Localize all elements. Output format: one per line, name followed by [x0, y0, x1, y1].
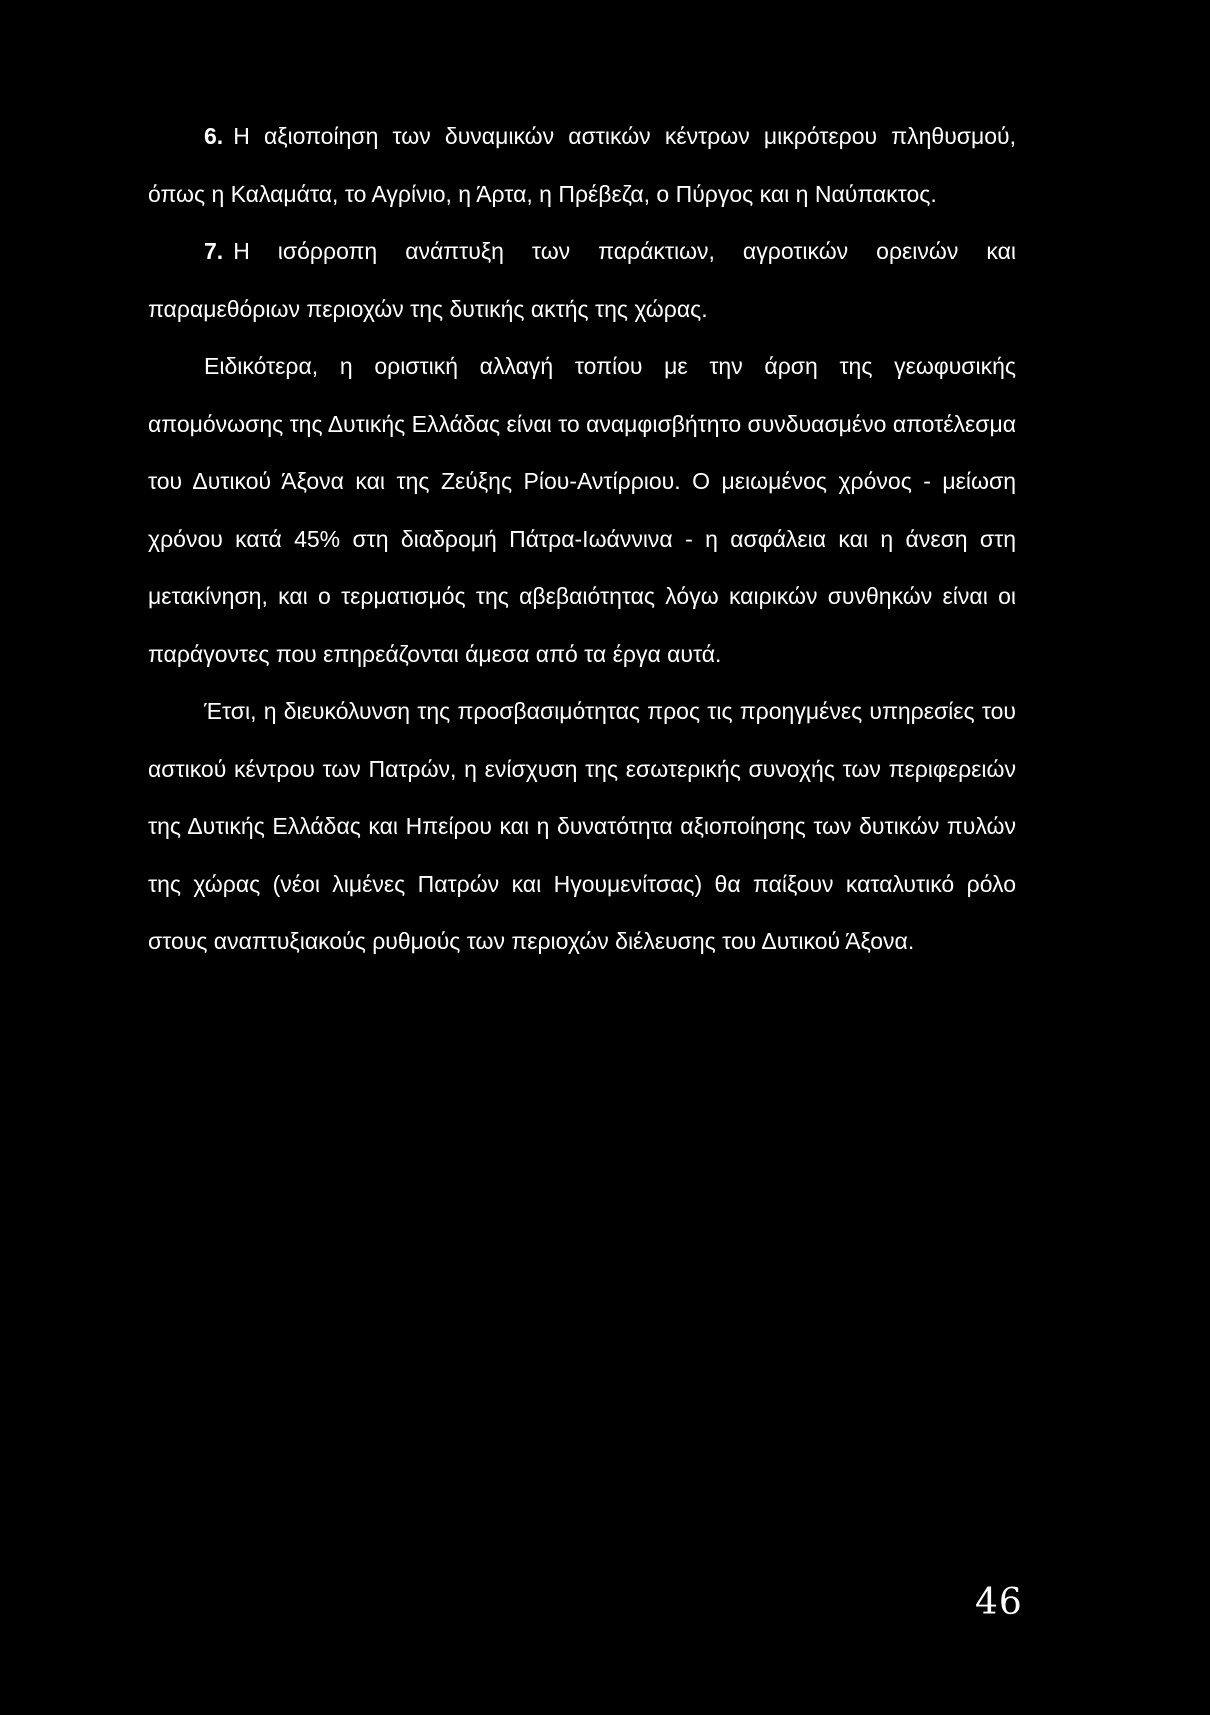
list-item-text: Η αξιοποίηση των δυναμικών αστικών κέντρων μικρότερου πληθυσμού, όπως η Καλαμάτα, το Αγρίνιο, η Άρτα, η Πρέβεζα, ο Πύργος και η Ναύπακτος.	[148, 123, 1016, 207]
page-number: 46	[975, 1582, 1023, 1623]
list-item-6	[148, 108, 1016, 223]
list-number: 7.	[204, 238, 224, 264]
list-item-7	[148, 223, 1016, 338]
paragraph-landscape-change: Ειδικότερα, η οριστική αλλαγή τοπίου με την άρση της γεωφυσικής απομόνωσης της Δυτικής Ελλάδας είναι το αναμφισβήτητο συνδυασμένο αποτέλεσμα του Δυτικού Άξονα και της Ζεύξης Ρίου-Αντίρριου. Ο μειωμένος χρόνος - μείωση χρόνου κατά 45% στη διαδρομή Πάτρα-Ιωάννινα - η ασφάλεια και η άνεση στη μετακίνηση, και ο τερματισμός της αβεβαιότητας λόγω καιρικών συνθηκών είναι οι παράγοντες που επηρεάζονται άμεσα από τα έργα αυτά.	[148, 353, 1016, 667]
paragraph-accessibility: Έτσι, η διευκόλυνση της προσβασιμότητας προς τις προηγμένες υπηρεσίες του αστικού κέντρου των Πατρών, η ενίσχυση της εσωτερικής συνοχής των περιφερειών της Δυτικής Ελλάδας και Ηπείρου και η δυνατότητα αξιοποίησης των δυτικών πυλών της χώρας (νέοι λιμένες Πατρών και Ηγουμενίτσας) θα παίξουν καταλυτικό ρόλο στους αναπτυξιακούς ρυθμούς των περιοχών διέλευσης του Δυτικού Άξονα.	[148, 698, 1016, 954]
list-number: 6.	[204, 123, 224, 149]
list-item-text: Η ισόρροπη ανάπτυξη των παράκτιων, αγροτικών ορεινών και παραμεθόριων περιοχών της δυτικής ακτής της χώρας.	[148, 238, 1016, 322]
document-body	[148, 108, 1016, 971]
